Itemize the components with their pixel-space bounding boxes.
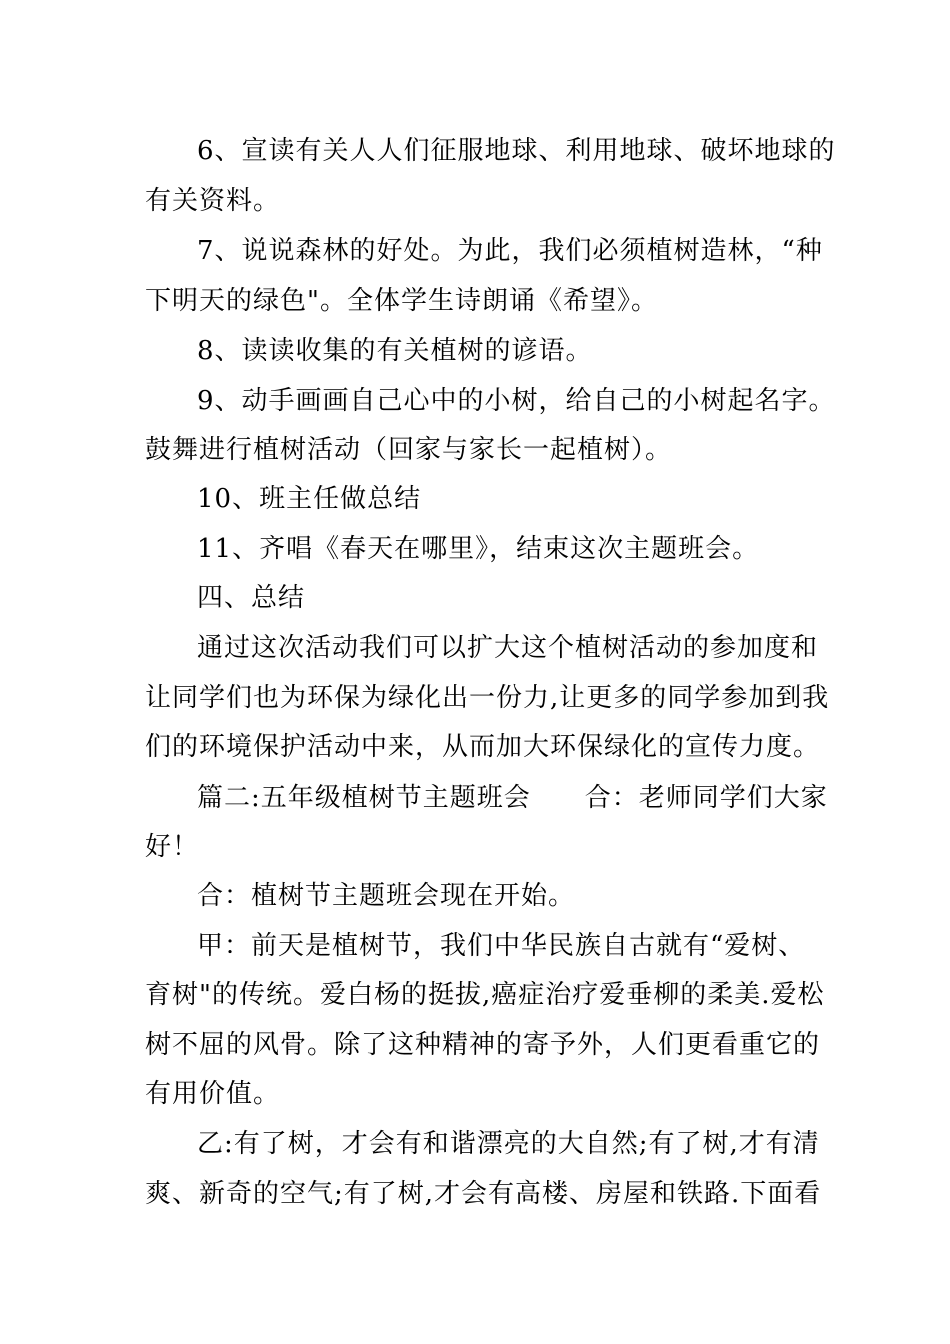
- text-line: 合：植树节主题班会现在开始。: [197, 881, 576, 911]
- text-line: 乙:有了树，才会有和谐漂亮的大自然;有了树,才有清: [197, 1129, 820, 1159]
- text-line: 爽、新奇的空气;有了树,才会有高楼、房屋和铁路.下面看: [145, 1179, 822, 1209]
- text-line: 11、齐唱《春天在哪里》，结束这次主题班会。: [197, 534, 760, 564]
- text-line: 篇二:五年级植树节主题班会 合：老师同学们大家: [197, 783, 828, 813]
- text-line: 树不屈的风骨。除了这种精神的寄予外，人们更看重它的: [145, 1030, 821, 1060]
- text-line: 好！: [145, 832, 200, 862]
- text-line: 9、动手画画自己心中的小树，给自己的小树起名字。: [197, 386, 836, 416]
- text-line: 下明天的绿色"。全体学生诗朗诵《希望》。: [145, 286, 658, 316]
- text-line: 6、宣读有关人人们征服地球、利用地球、破坏地球的: [197, 136, 836, 166]
- text-line: 们的环境保护活动中来，从而加大环保绿化的宣传力度。: [145, 732, 821, 762]
- text-line: 有关资料。: [145, 186, 281, 216]
- text-line: 甲：前天是植树节，我们中华民族自古就有“爱树、: [197, 931, 806, 961]
- text-line: 育树"的传统。爱白杨的挺拔,癌症治疗爱垂柳的柔美.爱松: [145, 980, 825, 1010]
- text-line: 10、班主任做总结: [197, 484, 422, 514]
- text-line: 8、读读收集的有关植树的谚语。: [197, 336, 593, 366]
- text-line: 通过这次活动我们可以扩大这个植树活动的参加度和: [197, 633, 819, 663]
- section-heading: 四、总结: [197, 583, 306, 613]
- text-line: 7、说说森林的好处。为此，我们必须植树造林，“种: [197, 236, 823, 266]
- text-line: 有用价值。: [145, 1079, 281, 1109]
- text-line: 鼓舞进行植树活动（回家与家长一起植树）。: [145, 435, 673, 465]
- text-line: 让同学们也为环保为绿化出一份力,让更多的同学参加到我: [145, 683, 830, 713]
